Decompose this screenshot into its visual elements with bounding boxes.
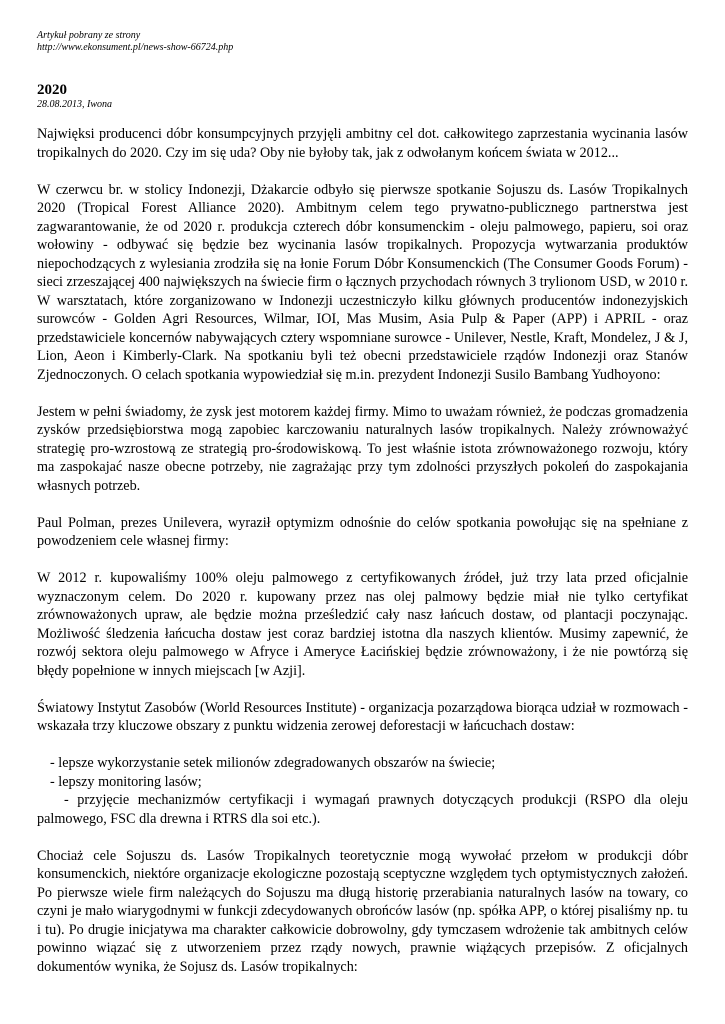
paragraph-alliance: W czerwcu br. w stolicy Indonezji, Dżakarcie odbyło się pierwsze spotkanie Sojuszu ds. Lasów Tropikalnych 2020 (Tropical Forest Alliance 2020). Ambitnym celem tego prywatno-publicznego partnerstwa jest zagwarantowanie, że od 2020 r. produkcja czterech dóbr konsumenckim - oleju palmowego, papieru, soi oraz wołowiny - odbywać się będzie bez wycinania lasów tropikalnych. Propozycja wytwarzania produktów niepochodzących z wylesiania zrodziła się na łonie Forum Dóbr Konsumenckich (The Consumer Goods Forum) - sieci zrzeszającej 400 największych na świecie firm o łącznych przychodach równych 3 trylionom USD, w 2010 r. W warsztatach, które zorganizowano w Indonezji uczestniczyło kilku głównych producentów indonezyjskich surowców - Golden Agri Resources, Wilmar, IOI, Mas Musim, Asia Pulp & Paper (APP) i APRIL - oraz przedstawiciele koncernów nabywających cztery wspomniane surowce - Unilever, Nestle, Kraft, Mondelez, J & J, Lion, Aeon i Kimberly-Clark. Na spotkaniu byli też obecni przedstawiciele rządów Indonezji oraz Stanów Zjednoczonych. O celach spotkania wypowiedział się m.in. prezydent Indonezji Susilo Bambang Yudhoyono: <box>37 181 688 383</box>
source-note <box>37 30 688 54</box>
paragraph-intro: Najwięksi producenci dóbr konsumpcyjnych przyjęli ambitny cel dot. całkowitego zaprzestania wycinania lasów tropikalnych do 2020. Czy im się uda? Oby nie byłoby tak, jak z odwołanym końcem świata w 2012... <box>37 126 688 161</box>
list-item: - przyjęcie mechanizmów certyfikacji i wymagań prawnych dotyczących produkcji (RSPO dla oleju palmowego, FSC dla drewna i RTRS dla soi etc.). <box>37 792 688 827</box>
paragraph-unilever-quote: W 2012 r. kupowaliśmy 100% oleju palmowego z certyfikowanych źródeł, już trzy lata przed oficjalnie wyznaczonym celem. Do 2020 r. kupowany przez nas olej palmowy będzie miał nie tylko certyfikat zrównoważonych upraw, ale będzie można prześledzić cały nasz łańcuch dostaw, od plantacji poczynając. Możliwość śledzenia łańcucha dostaw jest coraz bardziej istotna dla naszych klientów. Musimy zapewnić, że rozwój sektora oleju palmowego w Afryce i Ameryce Łacińskiej będzie zrównoważony, i że nie powtórzą się błędy popełnione w innych miejscach [w Azji]. <box>37 570 688 679</box>
source-url: http://www.ekonsument.pl/news-show-66724.php <box>37 42 234 53</box>
source-label: Artykuł pobrany ze strony <box>37 30 141 41</box>
list-item: - lepszy monitoring lasów; <box>50 773 202 790</box>
article-body <box>37 125 688 976</box>
article-date-author: 28.08.2013, Iwona <box>37 99 112 110</box>
article-page <box>37 30 688 976</box>
paragraph-president-quote: Jestem w pełni świadomy, że zysk jest motorem każdej firmy. Mimo to uważam również, że podczas gromadzenia zysków przedsiębiorstwa mogą zapobiec karczowaniu naturalnych lasów tropikalnych. Należy zrównoważyć strategię pro-wzrostową ze strategią pro-środowiskową. To jest właśnie istota zrównoważonego rozwoju, który ma zaspokajać nasze obecne potrzeby, nie zagrażając przy tym zdolności przyszłych pokoleń do zaspokajania własnych potrzeb. <box>37 403 688 494</box>
list-item: - lepsze wykorzystanie setek milionów zdegradowanych obszarów na świecie; <box>50 755 496 771</box>
key-areas-list <box>37 754 688 828</box>
paragraph-polman: Paul Polman, prezes Unilevera, wyraził optymizm odnośnie do celów spotkania powołując się na spełniane z powodzeniem cele własnej firmy: <box>37 514 688 549</box>
paragraph-wri: Światowy Instytut Zasobów (World Resources Institute) - organizacja pozarządowa biorąca udział w rozmowach - wskazała trzy kluczowe obszary z punktu widzenia zerowej deforestacji w łańcuchach dostaw: <box>37 699 688 734</box>
paragraph-closing: Chociaż cele Sojuszu ds. Lasów Tropikalnych teoretycznie mogą wywołać przełom w produkcji dóbr konsumenckich, niektóre organizacje ekologiczne pozostają sceptyczne względem tych optymistycznych założeń. Po pierwsze wiele firm należących do Sojuszu ma długą historię przerabiania naturalnych lasów na towary, co czyni je mało wiarygodnymi w funkcji zdecydowanych obrońców lasów (np. spółka APP, o której pisaliśmy np. tu i tu). Po drugie inicjatywa ma charakter całkowicie dobrowolny, gdy tymczasem wdrożenie tak ambitnych celów powinno wiązać się z utworzeniem przez rządy nowych, prawnie wiążących przepisów. Z oficjalnych dokumentów wynika, że Sojusz ds. Lasów tropikalnych: <box>37 847 688 975</box>
article-title: 2020 <box>37 82 67 98</box>
